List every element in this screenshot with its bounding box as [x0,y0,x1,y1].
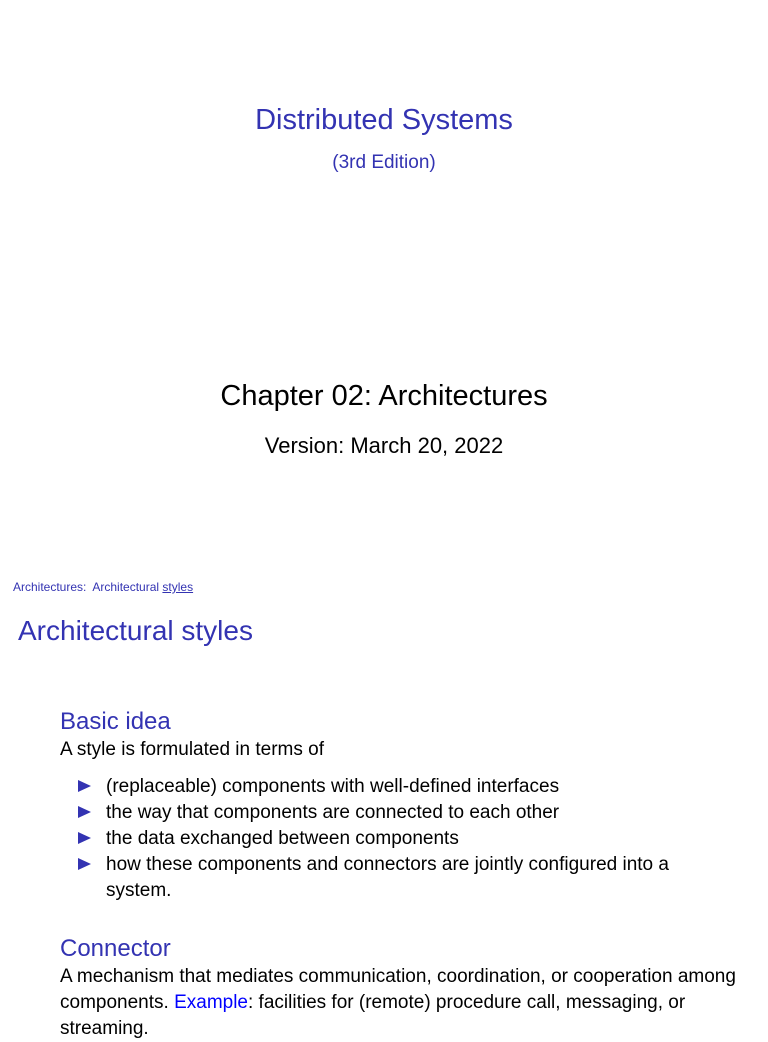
bullet-arrow-icon [78,858,91,870]
book-title: Distributed Systems [255,104,513,136]
example-label: Example [174,992,248,1013]
content-slide [0,576,768,1039]
basic-idea-intro: A style is formulated in terms of [60,739,324,760]
connector-title: Connector [60,935,171,962]
bullet-arrow-icon [78,780,91,792]
list-item [78,774,718,800]
breadcrumb-current[interactable]: styles [162,580,194,594]
list-item-text: how these components and connectors are jointly configured into a system. [106,854,669,901]
list-item [78,826,718,852]
connector-text-part1: A mechanism that mediates communication, coordination, or cooperation among components. [60,966,736,1013]
breadcrumb-section[interactable]: Architectures: [13,580,87,594]
list-item-text: (replaceable) components with well-defined interfaces [106,776,560,797]
bullet-arrow-icon [78,832,91,844]
edition-label: (3rd Edition) [332,152,436,173]
chapter-title: Chapter 02: Architectures [220,380,548,412]
frame-title: Architectural styles [18,615,253,646]
list-item [78,852,718,904]
breadcrumb-subsection[interactable]: Architectural [92,580,160,594]
basic-idea-title: Basic idea [60,708,171,735]
breadcrumb [13,579,193,595]
list-item-text: the data exchanged between components [106,828,459,849]
list-item [78,800,718,826]
list-item-text: the way that components are connected to each other [106,802,560,823]
connector-text-part2: : facilities for (remote) procedure call, messaging, or streaming. [60,992,686,1039]
connector-text [60,964,740,1042]
basic-idea-list [78,774,718,904]
version-label: Version: March 20, 2022 [264,433,504,458]
bullet-arrow-icon [78,806,91,818]
